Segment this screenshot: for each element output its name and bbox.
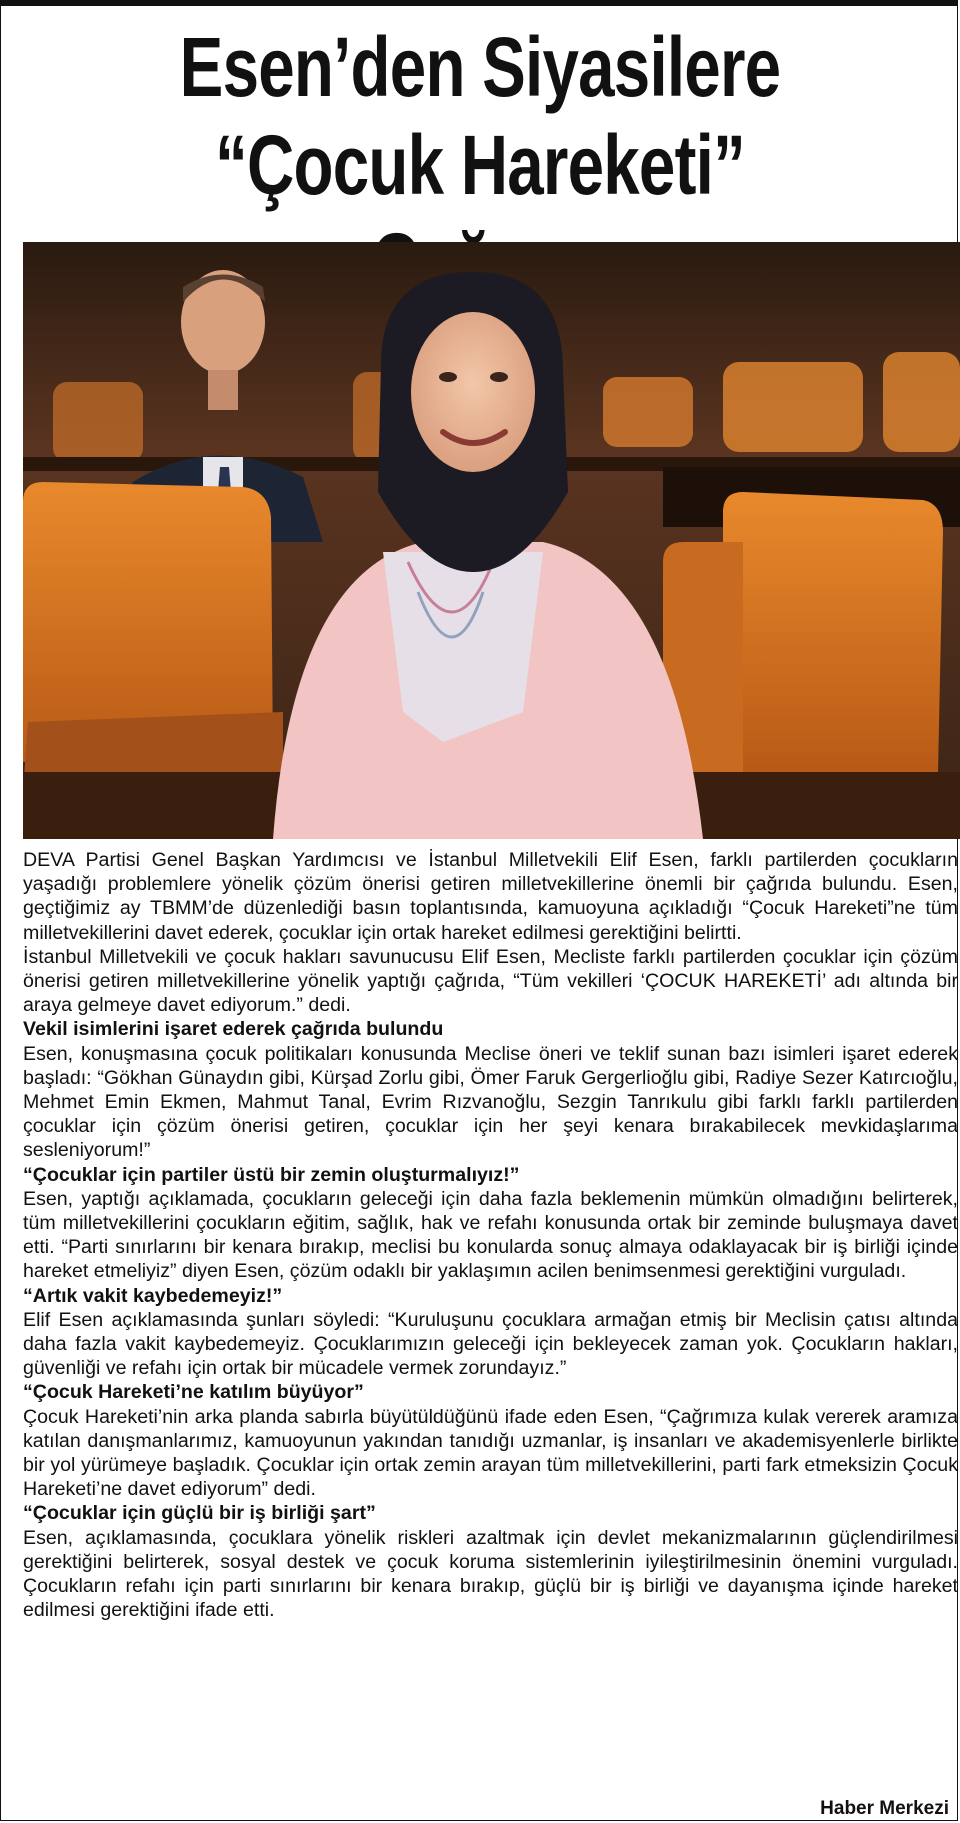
section-heading: “Artık vakit kaybedemeyiz!” <box>23 1284 283 1307</box>
article-paragraph: Esen, yaptığı açıklamada, çocukların geleceği için daha fazla beklemenin mümkün olmadığını belirterek, tüm milletvekillerini çocukların eğitim, sağlık, hak ve refahı konusunda ortak bir zeminde buluşmaya davet etti. “Parti sınırlarını bir kenara bırakıp, meclisi bu konularda sonuç almaya odaklayacak bir iş birliği içinde hareket etmeliyiz” diyen Esen, çözüm odaklı bir yaklaşımın acilen benimsenmesi gerektiğini vurguladı. <box>23 1187 958 1283</box>
article-paragraph: Esen, konuşmasına çocuk politikaları konusunda Meclise öneri ve teklif sunan bazı isimleri işaret ederek başladı: “Gökhan Günaydın gibi, Kürşad Zorlu gibi, Ömer Faruk Gergerlioğlu gibi, Radiye Sezer Katırcıoğlu, Mehmet Emin Ekmen, Mahmut Tanal, Evrim Rızvanoğlu, Sezgin Tanrıkulu gibi farklı farklı partilerden çocuklar için çözüm önerisi getiren, çocuklar için her şeyi kenara bırakabilecek mevkidaşlarıma sesleniyorum!” <box>23 1042 958 1162</box>
headline-line-2: “Çocuk Hareketi” <box>214 118 746 212</box>
section-heading: “Çocuklar için güçlü bir iş birliği şart” <box>23 1502 376 1525</box>
article-paragraph: İstanbul Milletvekili ve çocuk hakları savunucusu Elif Esen, Mecliste farklı partilerden çocuklar için çözüm önerisi getiren milletvekillerine yönelik yaptığı çağrıda, “Tüm vekilleri ‘ÇOCUK HAREKETİ’ adı altında bir araya gelmeye davet ediyorum.” dedi. <box>23 945 958 1017</box>
article-paragraph: DEVA Partisi Genel Başkan Yardımcısı ve İstanbul Milletvekili Elif Esen, farklı partilerden çocukların yaşadığı problemlere yönelik çözüm önerisi getiren milletvekillerine önemli bir çağrıda bulundu. Esen, geçtiğimiz ay TBMM’de düzenlediği basın toplantısında, kamuoyuna açıkladığı “Çocuk Hareketi”ne tüm milletvekillerini davet ederek, çocuklar için ortak hareket edilmesi gerektiğini belirtti. <box>23 849 958 944</box>
section-heading: “Çocuklar için partiler üstü bir zemin oluşturmalıyız!” <box>23 1163 520 1186</box>
byline: Haber Merkezi <box>820 1798 949 1819</box>
article-body <box>23 848 958 1623</box>
headline-line-1: Esen’den Siyasilere <box>179 20 781 114</box>
article-paragraph: Çocuk Hareketi’nin arka planda sabırla büyütüldüğünü ifade eden Esen, “Çağrımıza kulak vererek aramıza katılan danışmanlarımız, kamuoyunun yakından tanıdığı uzmanlar, iş insanları ve akademisyenlerle birlikte bir yol yürümeye başladık. Çocuklar için ortak zemin arayan tüm milletvekillerini, parti fark etmeksizin Çocuk Hareketi’ne davet ediyorum” dedi. <box>23 1405 958 1501</box>
article-paragraph: Esen, açıklamasında, çocuklara yönelik riskleri azaltmak için devlet mekanizmalarının güçlendirilmesi gerektiğini belirterek, sosyal destek ve çocuk koruma sistemlerinin iyileştirilmesinin önemini vurguladı. Çocukların refahı için parti sınırlarını bir kenara bırakıp, güçlü bir iş birliği ve dayanışma içinde hareket edilmesi gerektiğini ifade etti. <box>23 1526 958 1622</box>
section-heading: “Çocuk Hareketi’ne katılım büyüyor” <box>23 1381 364 1404</box>
section-heading: Vekil isimlerini işaret ederek çağrıda bulundu <box>23 1018 444 1041</box>
article-photo <box>23 242 960 839</box>
article-paragraph: Elif Esen açıklamasında şunları söyledi: “Kuruluşunu çocuklara armağan etmiş bir Meclisin çatısı altında daha fazla vakit kaybedemeyiz. Çocuklarımızın geleceği için bekleyecek zaman yok. Çocukların hakları, güvenliği ve refahı için ortak bir mücadele vermek zorundayız.” <box>23 1308 958 1380</box>
